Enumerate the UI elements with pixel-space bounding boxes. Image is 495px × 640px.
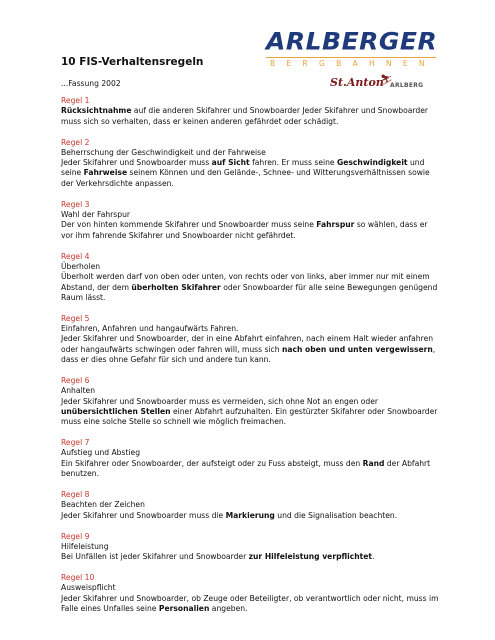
rule-text-segment: , dass er dies ohne Gefahr für sich und andere tun kann. [61, 344, 436, 364]
rule-text-segment: und seine [61, 158, 425, 178]
rule-number: Regel 7 [61, 438, 90, 448]
rule-text-segment: fahren. Er muss seine [249, 158, 338, 168]
rule-text-segment: Ein Skifahrer oder Snowboarder, der aufsteigt oder zu Fuss absteigt, muss den [61, 458, 363, 468]
rule-text-segment: Jeder Skifahrer und Snowboarder muss [61, 158, 212, 168]
arlberger-bergbahnen-logo [266, 27, 438, 72]
rule-text-segment: einer Abfahrt aufzuhalten. Ein gestürzter Skifahrer oder Snowboarder muss eine solche Stelle so schnell wie möglich freimachen. [61, 406, 438, 427]
rule-number: Regel 2 [61, 137, 90, 147]
rule-number: Regel 4 [61, 251, 90, 261]
arlberg-wordmark: ARLBERG [390, 82, 424, 89]
logo-subtitle: BERGBAHNEN [270, 59, 436, 68]
rule-item [61, 252, 441, 303]
rule-heading: Aufstieg und Abstieg [61, 448, 141, 458]
st-anton-logo [330, 77, 440, 97]
rule-text [61, 552, 441, 562]
rule-heading: Anhalten [61, 386, 96, 396]
edition-note: ...Fassung 2002 [61, 79, 121, 88]
rule-keyword: Markierung [225, 510, 275, 520]
rule-item [61, 573, 441, 614]
rule-heading: Überholen [61, 261, 101, 271]
rule-text-segment: Jeder Skifahrer und Snowboarder muss die [61, 510, 226, 520]
rule-heading: Hilfeleistung [61, 541, 109, 551]
logo-wordmark: ARLBERGER [266, 27, 438, 56]
logo-underline [266, 57, 436, 58]
st-anton-wordmark: St.Anton [330, 76, 384, 89]
rule-heading: Beherrschung der Geschwindigkeit und der Fahrweise [61, 147, 266, 157]
rule-text [61, 272, 441, 303]
rule-number: Regel 1 [61, 96, 90, 105]
page-title: 10 FIS-Verhaltensregeln [61, 56, 204, 68]
rule-number: Regel 3 [61, 199, 90, 209]
rule-number: Regel 9 [61, 531, 90, 541]
rule-text [61, 158, 441, 189]
rule-text-segment: oder Snowboarder für alle seine Bewegungen genügend Raum lässt. [61, 282, 438, 302]
rule-text-segment: auf die anderen Skifahrer und Snowboarder Jeder Skifahrer und Snowboarder muss sich so verhalten, dass er keinen anderen gefährdet oder schädigt. [61, 106, 429, 126]
rule-item [61, 314, 441, 365]
rule-text-segment: Der von hinten kommende Skifahrer und Snowboarder muss seine [61, 220, 317, 230]
rule-keyword: Fahrspur [316, 220, 355, 230]
rule-text [61, 459, 441, 480]
rule-heading: Beachten der Zeichen [61, 500, 145, 510]
rule-keyword: überholten Skifahrer [131, 282, 221, 292]
rule-text [61, 397, 441, 428]
rule-text [61, 106, 441, 127]
rule-text-segment: der Abfahrt benutzen. [61, 458, 431, 479]
rule-text-segment: Überholt werden darf von oben oder unten, von rechts oder von links, aber immer nur mit einem Abstand, der dem [61, 272, 430, 292]
rule-item [61, 96, 441, 127]
rule-heading: Ausweispflicht [61, 583, 116, 593]
skier-icon: ⛷ [380, 75, 393, 86]
rule-number: Regel 10 [61, 573, 95, 583]
rule-number: Regel 6 [61, 375, 90, 385]
rule-keyword: unübersichtlichen Stellen [61, 406, 171, 416]
rules-list [61, 96, 441, 625]
rule-text [61, 511, 441, 521]
rule-item [61, 376, 441, 427]
rule-text [61, 220, 441, 241]
rule-text [61, 594, 441, 615]
rule-keyword: Rand [362, 458, 385, 468]
rule-keyword: Personalien [158, 604, 210, 614]
rule-text-segment: seinem Können und den Gelände-, Schnee- und Witterungsverhältnissen sowie der Verkehrsdichte anpassen. [61, 168, 430, 188]
rule-number: Regel 5 [61, 313, 90, 323]
rule-keyword: zur Hilfeleistung verpflichtet [248, 552, 373, 562]
rule-text-segment: angeben. [209, 604, 248, 614]
rule-item [61, 490, 441, 521]
rule-keyword: Geschwindigkeit [337, 158, 408, 168]
rule-item [61, 138, 441, 189]
rule-number: Regel 8 [61, 490, 90, 500]
rule-keyword: nach oben und unten vergewissern [281, 344, 433, 354]
rule-text-segment: Jeder Skifahrer und Snowboarder, der in eine Abfahrt einfahren, nach einem Halt wieder anfahren oder hangaufwärts schwingen oder fahren will, muss sich [61, 334, 434, 354]
rule-keyword: auf Sicht [211, 158, 250, 168]
rule-text-segment: Jeder Skifahrer und Snowboarder, ob Zeuge oder Beteiligter, ob verantwortlich oder nicht, muss im Falle eines Unfalles seine [61, 593, 439, 614]
rule-heading: Einfahren, Anfahren und hangaufwärts Fahren. [61, 324, 239, 334]
rule-item [61, 438, 441, 479]
rule-text-segment: Bei Unfällen ist jeder Skifahrer und Snowboarder [61, 552, 249, 562]
rule-text-segment: und die Signalisation beachten. [274, 510, 398, 520]
rule-text-segment: Jeder Skifahrer und Snowboarder muss es vermeiden, sich ohne Not an engen oder [61, 396, 378, 406]
rule-text-segment: . [372, 552, 375, 562]
rule-keyword: Rücksichtnahme [61, 106, 132, 116]
rule-keyword: Fahrweise [83, 168, 128, 178]
rule-heading: Wahl der Fahrspur [61, 210, 131, 220]
rule-item [61, 200, 441, 241]
rule-text-segment: so wählen, dass er vor ihm fahrende Skifahrer und Snowboarder nicht gefährdet. [61, 220, 428, 240]
rule-item [61, 532, 441, 563]
rule-text [61, 334, 441, 365]
